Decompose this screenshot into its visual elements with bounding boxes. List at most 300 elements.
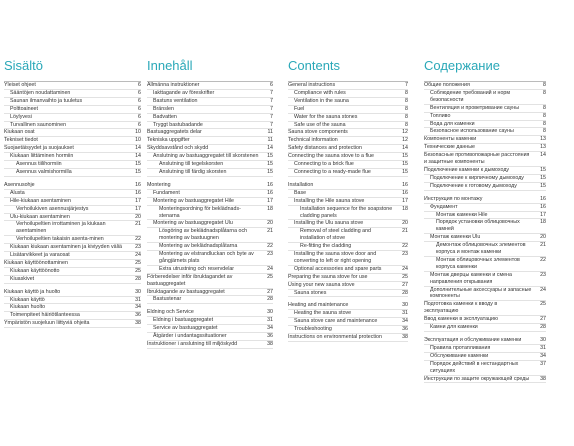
toc-entry-title: Компоненты каменки bbox=[424, 136, 477, 143]
toc-entry-page: 8 bbox=[543, 82, 546, 88]
toc-entry bbox=[288, 90, 408, 98]
toc-entry-title: Troubleshooting bbox=[294, 326, 332, 333]
toc-entry-title: Optional accessories and spare parts bbox=[294, 265, 382, 272]
toc-entry-title: Sääntöjen noudattaminen bbox=[10, 89, 71, 96]
toc-entry-title: Ibruktagande av bastuaggregatet bbox=[147, 288, 225, 295]
toc-entry-title: Connecting to a brick flue bbox=[294, 161, 354, 168]
toc-entry-page: 8 bbox=[543, 128, 546, 135]
toc-entry-title: Bränslen bbox=[153, 105, 174, 112]
toc-entry-title: Verhoilupeltien takaisin asenta-minen bbox=[16, 236, 104, 243]
toc-entry-page: 20 bbox=[402, 220, 408, 227]
toc-entry-title: Технические данные bbox=[424, 144, 475, 151]
toc-entry-page: 22 bbox=[402, 243, 408, 250]
toc-entry-title: Tryggt bastubadande bbox=[153, 121, 203, 128]
toc-entry-title: Эксплуатация и обслуживание каменки bbox=[424, 337, 522, 343]
toc-entry-page: 15 bbox=[540, 166, 546, 173]
toc-entry-page: 24 bbox=[267, 265, 273, 272]
toc-entry-page: 8 bbox=[405, 89, 408, 96]
toc-entry bbox=[4, 320, 141, 328]
toc-entry-page: 31 bbox=[540, 344, 546, 351]
toc-entry bbox=[288, 274, 408, 282]
toc-entry-page: 10 bbox=[135, 137, 141, 144]
toc-entry-page: 18 bbox=[540, 219, 546, 226]
toc-entry bbox=[424, 337, 546, 345]
toc-entry-title: Ulu-kiukaan asentaminen bbox=[10, 213, 70, 220]
toc-entry-title: Asennus tiilihormiin bbox=[16, 161, 62, 168]
toc-entry-title: Preparing the sauna stove for use bbox=[288, 273, 368, 280]
toc-entry-page: 15 bbox=[540, 182, 546, 189]
toc-entry bbox=[4, 82, 141, 90]
toc-entry bbox=[147, 206, 273, 221]
toc-entry-page: 31 bbox=[267, 317, 273, 324]
toc-entry bbox=[288, 169, 408, 177]
toc-entry-title: Safety distances and protection bbox=[288, 145, 362, 152]
toc-entry bbox=[4, 98, 141, 106]
toc-entries bbox=[4, 81, 141, 328]
toc-entry bbox=[4, 198, 141, 206]
toc-entry-page: 6 bbox=[138, 82, 141, 88]
toc-entry-title: Правила протапливания bbox=[430, 344, 491, 351]
toc-column-swedish bbox=[147, 58, 273, 349]
toc-entry-page: 20 bbox=[267, 220, 273, 227]
toc-entry-title: Демонтаж облицовочных элементов корпуса и монтаж каменки bbox=[436, 242, 526, 256]
toc-entry-title: Anslutning av bastuaggregatet till skorstenen bbox=[153, 153, 259, 160]
toc-entry bbox=[424, 183, 546, 191]
toc-entry-title: Förberedelser inför ibruktagandet av bastuaggregatet bbox=[147, 273, 233, 287]
toc-entry bbox=[424, 345, 546, 353]
toc-entry bbox=[4, 161, 141, 169]
toc-entry bbox=[288, 190, 408, 198]
toc-entry-page: 22 bbox=[135, 236, 141, 243]
toc-entry-title: Kiukaan käyttöönotto bbox=[10, 267, 60, 274]
toc-entry-title: Löylyvesi bbox=[10, 113, 32, 120]
toc-entry-page: 16 bbox=[135, 181, 141, 188]
toc-entry-page: 16 bbox=[402, 181, 408, 188]
toc-entry-title: Montering bbox=[147, 181, 171, 188]
toc-entry-page: 8 bbox=[405, 97, 408, 104]
toc-entry bbox=[147, 341, 273, 349]
toc-entry-title: Safe use of the sauna bbox=[294, 121, 346, 128]
toc-entry bbox=[288, 266, 408, 274]
toc-entry-title: Yleiset ohjeet bbox=[4, 82, 36, 88]
toc-entry-title: Åtgärder i undantagssituationer bbox=[153, 333, 227, 340]
toc-entry-title: Bastustenar bbox=[153, 296, 182, 303]
toc-entry bbox=[147, 317, 273, 325]
toc-entry bbox=[4, 312, 141, 320]
toc-entry-title: Монтаж каменки Hile bbox=[436, 211, 488, 218]
toc-entry-title: Kiukaan käyttö bbox=[10, 296, 45, 303]
toc-entry-title: Montering av bastuaggregatet Hile bbox=[153, 197, 234, 204]
toc-entry-title: Montering av bastuaggregatet Ulu bbox=[153, 220, 233, 227]
toc-entry-title: Polttoaineet bbox=[10, 105, 38, 112]
toc-entry bbox=[4, 276, 141, 284]
toc-entry-title: Installing the Hile sauna stove bbox=[294, 197, 365, 204]
toc-entry-title: Using your new sauna stove bbox=[288, 281, 355, 288]
toc-entry bbox=[288, 334, 408, 342]
toc-entry-page: 6 bbox=[138, 121, 141, 128]
toc-entry-title: Kiukaan käyttöönottaminen bbox=[4, 259, 68, 266]
toc-entry-page: 28 bbox=[402, 289, 408, 296]
toc-entry-page: 27 bbox=[540, 316, 546, 323]
toc-entry-page: 25 bbox=[267, 273, 273, 280]
toc-entry-title: Дополнительные аксессуары и запасные компоненты bbox=[430, 286, 532, 300]
toc-entry-title: Безопасное использование сауны bbox=[430, 128, 514, 135]
toc-entry bbox=[288, 326, 408, 334]
toc-entry-page: 6 bbox=[138, 97, 141, 104]
toc-entry bbox=[147, 129, 273, 137]
toc-entry-title: Соблюдение требований и норм безопасности bbox=[430, 89, 510, 103]
toc-entry bbox=[147, 325, 273, 333]
toc-entry-title: Tekniska uppgifter bbox=[147, 137, 190, 144]
toc-entry-title: Verhoilukiven asennusjärjestys bbox=[16, 205, 89, 212]
toc-entry bbox=[424, 272, 546, 287]
toc-entry-title: Instructions on environmental protection bbox=[288, 334, 382, 341]
toc-entry-page: 17 bbox=[402, 197, 408, 204]
toc-entry bbox=[147, 145, 273, 153]
toc-entry bbox=[147, 266, 273, 274]
toc-entry-page: 8 bbox=[543, 89, 546, 96]
toc-title: Innehåll bbox=[147, 58, 193, 73]
toc-entry-page: 8 bbox=[543, 104, 546, 111]
toc-entry-page: 34 bbox=[402, 318, 408, 325]
toc-entry-title: Re-fitting the cladding bbox=[300, 243, 352, 250]
toc-entry-title: Камни для каменки bbox=[430, 324, 478, 331]
toc-entry-title: Verhoilupeltien irrottaminen ja kiukaan asentaminen bbox=[16, 221, 106, 235]
toc-entry-title: Skyddsavstånd och skydd bbox=[147, 145, 209, 152]
toc-entry-title: Monteringsordning för beklädnads-stenarna bbox=[159, 205, 241, 219]
toc-entry-page: 14 bbox=[402, 145, 408, 152]
toc-entry-page: 8 bbox=[405, 113, 408, 120]
toc-entry-page: 14 bbox=[135, 145, 141, 152]
toc-entry bbox=[147, 161, 273, 169]
toc-entry bbox=[147, 122, 273, 130]
toc-entry bbox=[424, 128, 546, 136]
toc-entry-page: 22 bbox=[267, 243, 273, 250]
toc-entry-page: 8 bbox=[543, 112, 546, 119]
toc-entry-title: Heating the sauna stove bbox=[294, 310, 352, 317]
toc-entry bbox=[4, 252, 141, 260]
toc-entry-title: Toimenpiteet häiriötilanteessa bbox=[10, 312, 80, 319]
toc-entry bbox=[147, 182, 273, 190]
toc-entry-page: 13 bbox=[540, 144, 546, 151]
toc-entry-page: 14 bbox=[135, 153, 141, 160]
toc-entry-page: 7 bbox=[270, 105, 273, 112]
toc-entry-title: Lisätarvikkeet ja varaosat bbox=[10, 252, 70, 259]
toc-entry bbox=[4, 114, 141, 122]
toc-entry bbox=[147, 251, 273, 266]
toc-entry bbox=[288, 182, 408, 190]
toc-entry-page: 36 bbox=[267, 333, 273, 340]
toc-entry-title: Hile-kiukaan asentaminen bbox=[10, 197, 71, 204]
toc-entry-title: Kiukaan huolto bbox=[10, 304, 46, 311]
toc-column-finnish bbox=[4, 58, 141, 328]
toc-entry-title: Installation bbox=[288, 181, 314, 188]
toc-entry-page: 15 bbox=[540, 174, 546, 181]
toc-entry bbox=[424, 144, 546, 152]
toc-entry-title: Инструкции по защите окружающей среды bbox=[424, 375, 530, 382]
toc-entry bbox=[288, 220, 408, 228]
toc-entry-page: 20 bbox=[540, 234, 546, 241]
toc-entry bbox=[288, 106, 408, 114]
toc-entry-page: 15 bbox=[402, 153, 408, 160]
toc-entry-page: 21 bbox=[267, 228, 273, 235]
toc-entry bbox=[4, 145, 141, 153]
toc-entry-title: Порядок действий в нестандартных ситуациях bbox=[430, 360, 519, 374]
toc-entry-title: Порядок установки облицовочных камней bbox=[436, 219, 520, 233]
toc-entry-page: 30 bbox=[135, 288, 141, 295]
toc-entry-title: Bastuns ventilation bbox=[153, 97, 198, 104]
toc-entry-page: 16 bbox=[267, 181, 273, 188]
toc-entry bbox=[4, 221, 141, 236]
toc-entry bbox=[4, 304, 141, 312]
toc-entry-page: 38 bbox=[135, 320, 141, 327]
toc-entry-page: 16 bbox=[540, 195, 546, 202]
toc-entry-page: 28 bbox=[267, 296, 273, 303]
toc-entry-page: 38 bbox=[540, 375, 546, 382]
toc-entry-title: Безопасные противопожарные расстояния и защитные компоненты bbox=[424, 152, 530, 166]
toc-entry-page: 14 bbox=[540, 152, 546, 159]
toc-entry bbox=[4, 153, 141, 161]
toc-entry bbox=[4, 129, 141, 137]
toc-entry-title: Extra utrustning och reservdelar bbox=[159, 265, 235, 272]
toc-entry bbox=[288, 318, 408, 326]
toc-entry bbox=[147, 228, 273, 243]
toc-entry bbox=[4, 106, 141, 114]
toc-entry-title: Connecting the sauna stove to a flue bbox=[288, 153, 374, 160]
toc-entry-title: Sauna stove components bbox=[288, 129, 348, 136]
toc-entry-title: Подключение к кирпичному дымоходу bbox=[430, 174, 524, 181]
toc-entry-title: Montering av beklädnadsplåtarna bbox=[159, 243, 238, 250]
toc-entry bbox=[4, 182, 141, 190]
toc-entry bbox=[424, 376, 546, 384]
toc-entry-title: Instruktioner i anslutning till miljöskydd bbox=[147, 341, 238, 347]
toc-entry-page: 34 bbox=[267, 325, 273, 332]
toc-entry bbox=[288, 114, 408, 122]
toc-entry-title: Fuel bbox=[294, 105, 305, 112]
toc-entry-title: Ympäristön suojeluun liittyviä ohjeita bbox=[4, 320, 90, 327]
toc-entry bbox=[4, 169, 141, 177]
toc-entry-title: Kiukaan osat bbox=[4, 129, 35, 136]
toc-title: Contents bbox=[288, 58, 341, 73]
toc-entry-page: 18 bbox=[267, 205, 273, 212]
toc-entry bbox=[288, 310, 408, 318]
toc-entry bbox=[288, 153, 408, 161]
toc-entry-page: 15 bbox=[402, 161, 408, 168]
toc-entry bbox=[288, 198, 408, 206]
toc-entry bbox=[288, 290, 408, 298]
toc-entry bbox=[147, 296, 273, 304]
toc-entry-title: Asennusohje bbox=[4, 181, 35, 188]
toc-entry bbox=[288, 98, 408, 106]
toc-entry bbox=[147, 169, 273, 177]
toc-entry-page: 27 bbox=[267, 288, 273, 295]
toc-entry-page: 15 bbox=[267, 168, 273, 175]
toc-entry-page: 7 bbox=[270, 121, 273, 128]
toc-entry bbox=[288, 228, 408, 243]
toc-entry bbox=[424, 152, 546, 167]
toc-entry-page: 14 bbox=[267, 145, 273, 152]
toc-entry-title: Подготовка каменки к вводу в эксплуатацию bbox=[424, 301, 498, 315]
toc-entry-title: Compliance with rules bbox=[294, 89, 346, 96]
toc-entry-page: 38 bbox=[267, 341, 273, 347]
toc-entry-page: 15 bbox=[267, 153, 273, 160]
toc-entry-title: Sauna stove care and maintenance bbox=[294, 318, 378, 325]
toc-entry bbox=[288, 282, 408, 290]
toc-entry-page: 7 bbox=[270, 97, 273, 104]
toc-entry bbox=[424, 242, 546, 257]
toc-entry-title: Монтаж дверцы каменки и смена направления открывания bbox=[430, 271, 512, 285]
toc-entry bbox=[147, 289, 273, 297]
toc-entry bbox=[424, 175, 546, 183]
toc-entry bbox=[288, 82, 408, 90]
toc-entry-title: Allmänna instruktioner bbox=[147, 82, 200, 88]
toc-entry-title: Kiukaan liittäminen hormiin bbox=[10, 153, 74, 160]
toc-entry-page: 16 bbox=[540, 203, 546, 210]
toc-entry-title: Общие положения bbox=[424, 82, 470, 88]
toc-entry-page: 16 bbox=[135, 189, 141, 196]
toc-column-russian bbox=[424, 58, 546, 383]
toc-entry-title: Lösgöring av beklädnadsplåtarna och montering av bastuugnen bbox=[159, 228, 248, 242]
toc-entry bbox=[147, 333, 273, 341]
toc-entry bbox=[288, 122, 408, 130]
toc-entry-title: Вода для каменки bbox=[430, 120, 475, 127]
toc-entry-page: 37 bbox=[540, 360, 546, 367]
toc-entry-page: 6 bbox=[138, 105, 141, 112]
toc-entry-page: 7 bbox=[270, 113, 273, 120]
toc-entry bbox=[4, 236, 141, 244]
toc-entry-title: Обслуживание каменки bbox=[430, 352, 489, 359]
toc-entry bbox=[424, 121, 546, 129]
toc-entry-page: 7 bbox=[405, 82, 408, 88]
toc-entry-page: 17 bbox=[540, 211, 546, 218]
toc-entry-title: Connecting to a ready-made flue bbox=[294, 168, 371, 175]
toc-entry bbox=[4, 190, 141, 198]
toc-entry bbox=[424, 219, 546, 234]
toc-entry-page: 20 bbox=[135, 213, 141, 220]
toc-entry-title: Инструкция по монтажу bbox=[424, 195, 483, 202]
toc-entry-title: Подключение каменки к дымоходу bbox=[424, 166, 510, 173]
toc-entry bbox=[147, 243, 273, 251]
toc-entry-page: 25 bbox=[135, 259, 141, 266]
toc-entry bbox=[288, 243, 408, 251]
toc-entry-page: 15 bbox=[267, 161, 273, 168]
toc-entry-title: Installing the Ulu sauna stove bbox=[294, 220, 364, 227]
toc-entry bbox=[4, 297, 141, 305]
toc-entry-page: 28 bbox=[135, 275, 141, 282]
toc-entry bbox=[4, 260, 141, 268]
toc-entry bbox=[424, 234, 546, 242]
toc-entry-page: 25 bbox=[135, 267, 141, 274]
toc-entry-title: Saunan ilmanvaihto ja tuuletus bbox=[10, 97, 83, 104]
toc-entries bbox=[288, 81, 408, 342]
toc-entry-page: 38 bbox=[402, 334, 408, 341]
toc-entry-title: Iakttagande av föreskrifter bbox=[153, 89, 215, 96]
toc-entry bbox=[424, 167, 546, 175]
toc-entry-page: 6 bbox=[138, 113, 141, 120]
toc-entry-title: Eldning i bastuaggregatet bbox=[153, 317, 214, 324]
toc-entry bbox=[4, 206, 141, 214]
toc-entry bbox=[147, 106, 273, 114]
toc-entry-page: 12 bbox=[402, 129, 408, 136]
toc-entry-page: 8 bbox=[405, 105, 408, 112]
toc-entry bbox=[147, 82, 273, 90]
toc-entry-title: Anslutning till tegelskorsten bbox=[159, 161, 224, 168]
toc-entry-page: 21 bbox=[540, 242, 546, 249]
toc-entry bbox=[424, 324, 546, 332]
toc-entry-title: Suojaetäisyydet ja suojaukset bbox=[4, 145, 74, 152]
toc-entry bbox=[424, 82, 546, 90]
toc-entry-page: 36 bbox=[402, 326, 408, 333]
toc-entry bbox=[424, 287, 546, 302]
toc-entry bbox=[4, 244, 141, 252]
toc-entry-title: Montering av elstrandluckan och byte av gångjärnets plats bbox=[159, 251, 254, 264]
toc-entry bbox=[147, 274, 273, 289]
toc-entry bbox=[424, 301, 546, 316]
toc-entry bbox=[147, 90, 273, 98]
toc-entry bbox=[424, 90, 546, 105]
toc-entry bbox=[4, 289, 141, 297]
toc-entry-page: 25 bbox=[402, 273, 408, 280]
toc-entry-page: 13 bbox=[540, 136, 546, 143]
toc-entry-page: 11 bbox=[267, 129, 273, 136]
toc-entry bbox=[288, 137, 408, 145]
toc-entry-page: 7 bbox=[270, 89, 273, 96]
toc-entry-page: 15 bbox=[135, 161, 141, 168]
toc-entry-title: Base bbox=[294, 189, 307, 196]
toc-entry-page: 15 bbox=[135, 168, 141, 175]
toc-entry-page: 24 bbox=[402, 265, 408, 272]
toc-entry-title: Asennus valmishormilla bbox=[16, 168, 72, 175]
toc-entry-title: Badvatten bbox=[153, 113, 177, 120]
toc-entry-title: Removal of steel cladding and installation of stove bbox=[300, 228, 371, 242]
toc-entry bbox=[147, 309, 273, 317]
toc-entry-page: 16 bbox=[402, 189, 408, 196]
toc-entry-title: Sauna stones bbox=[294, 289, 327, 296]
toc-entry-page: 10 bbox=[135, 129, 141, 136]
toc-entry-title: Technical information bbox=[288, 137, 338, 144]
toc-entry-page: 6 bbox=[270, 82, 273, 88]
toc-entry bbox=[424, 113, 546, 121]
toc-entry-page: 31 bbox=[402, 310, 408, 317]
toc-entry bbox=[424, 105, 546, 113]
toc-entry-page: 23 bbox=[135, 244, 141, 251]
toc-entry-title: Turvallinen saunominen bbox=[10, 121, 67, 128]
toc-entry-title: Bastuaggregatets delar bbox=[147, 129, 202, 136]
toc-entry-title: Подключение к готовому дымоходу bbox=[430, 182, 517, 189]
toc-entry bbox=[288, 161, 408, 169]
toc-entry-title: Alusta bbox=[10, 189, 25, 196]
toc-entry bbox=[424, 136, 546, 144]
toc-entry bbox=[4, 137, 141, 145]
toc-entry-title: Фундамент bbox=[430, 203, 458, 210]
toc-entry-title: Вентиляция и проветривание сауны bbox=[430, 104, 520, 111]
toc-entry bbox=[424, 204, 546, 212]
toc-entry-title: Kiukaan kiukaan asentaminen ja kiviyyden väliä bbox=[10, 244, 122, 251]
toc-entry-title: Kiukaan käyttö ja huolto bbox=[4, 288, 61, 295]
toc-entry-page: 23 bbox=[402, 251, 408, 258]
toc-entry-page: 24 bbox=[540, 286, 546, 293]
toc-entry-page: 21 bbox=[135, 221, 141, 228]
toc-entry-page: 27 bbox=[402, 281, 408, 288]
toc-entry-title: Монтаж каменки Ulu bbox=[430, 234, 481, 241]
toc-entry-page: 11 bbox=[267, 137, 273, 144]
toc-entry-page: 8 bbox=[405, 121, 408, 128]
toc-entry-title: Монтаж облицовочных элементов корпуса каменки bbox=[436, 256, 520, 270]
toc-entry-title: Топливо bbox=[430, 112, 451, 119]
toc-entry bbox=[424, 316, 546, 324]
toc-entry-page: 22 bbox=[540, 256, 546, 263]
toc-entry-page: 28 bbox=[540, 324, 546, 331]
